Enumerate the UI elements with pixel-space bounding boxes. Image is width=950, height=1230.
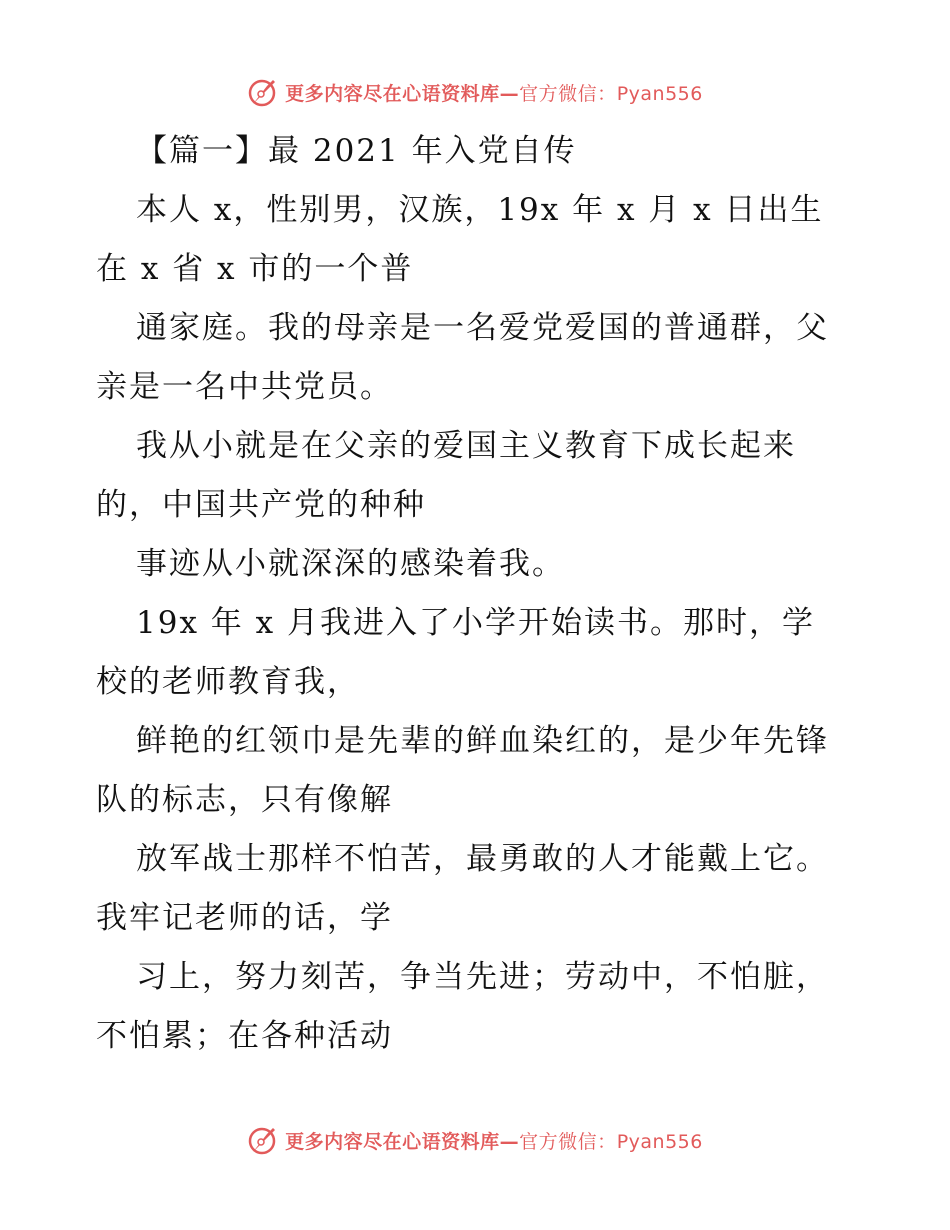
header-watermark [0,72,950,112]
watermark-id-value: Pyan556 [616,82,703,105]
document-title: 【篇一】最 2021 年入党自传 [136,133,577,169]
watermark-id-value: Pyan556 [616,1130,703,1153]
text-line: 队的标志，只有像解 [96,782,393,818]
text-line: 本人 x，性别男，汉族，19x 年 x 月 x 日出生 [136,192,824,228]
document-body [96,122,856,1066]
watermark-id-label: 官方微信： [519,82,617,105]
text-line: 19x 年 x 月我进入了小学开始读书。那时，学 [136,605,815,641]
text-line: 的，中国共产党的种种 [96,487,426,523]
footer-watermark [0,1120,950,1160]
text-line: 不怕累；在各种活动 [96,1018,393,1054]
pen-logo-icon [247,1124,279,1156]
text-line: 校的老师教育我， [96,664,360,700]
watermark-main: 更多内容尽在心语资料库— [285,1130,520,1153]
watermark-text [285,79,703,106]
watermark-id-label: 官方微信： [519,1130,617,1153]
text-line: 通家庭。我的母亲是一名爱党爱国的普通群，父 [136,310,829,346]
watermark-text [285,1127,703,1154]
text-line: 在 x 省 x 市的一个普 [96,251,414,287]
text-line: 我从小就是在父亲的爱国主义教育下成长起来 [136,428,796,464]
pen-logo-icon [247,76,279,108]
text-line: 习上，努力刻苦，争当先进；劳动中，不怕脏， [136,959,829,995]
text-line: 亲是一名中共党员。 [96,369,393,405]
text-line: 鲜艳的红领巾是先辈的鲜血染红的，是少年先锋 [136,723,829,759]
text-line: 事迹从小就深深的感染着我。 [136,546,565,582]
text-line: 放军战士那样不怕苦，最勇敢的人才能戴上它。 [136,841,829,877]
watermark-main: 更多内容尽在心语资料库— [285,82,520,105]
text-line: 我牢记老师的话，学 [96,900,393,936]
